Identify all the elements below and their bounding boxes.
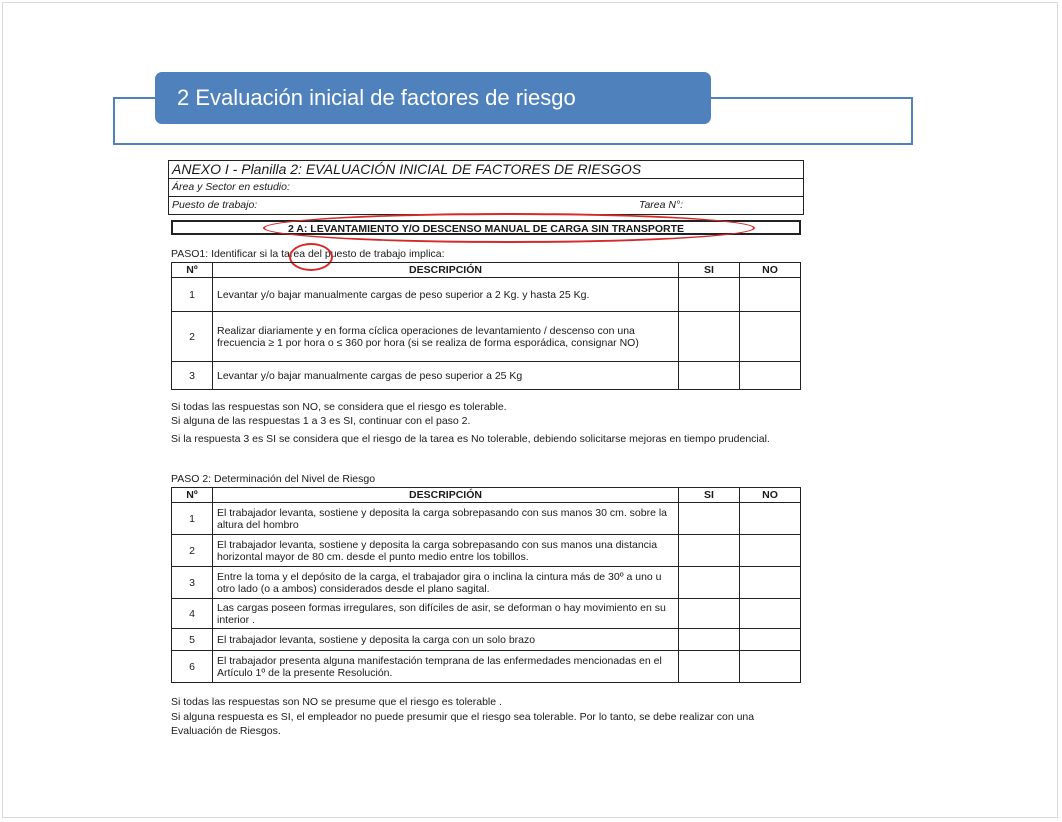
table-row bbox=[172, 503, 801, 535]
row-num: 4 bbox=[172, 599, 213, 629]
si-cell[interactable] bbox=[679, 312, 740, 362]
row-desc: El trabajador levanta, sostiene y deposita la carga sobrepasando con sus manos una distancia horizontal mayor de 80 cm. desde el punto medio entre los tobillos. bbox=[213, 535, 679, 567]
si-cell[interactable] bbox=[679, 651, 740, 683]
row-desc: El trabajador levanta, sostiene y deposita la carga con un solo brazo bbox=[213, 629, 679, 651]
row-desc: Las cargas poseen formas irregulares, son difíciles de asir, se deforman o hay movimiento en su interior . bbox=[213, 599, 679, 629]
header-no: NO bbox=[740, 488, 801, 503]
table-row bbox=[172, 567, 801, 599]
title-bracket-line-right bbox=[710, 97, 913, 99]
row-num: 5 bbox=[172, 629, 213, 651]
row-num: 3 bbox=[172, 567, 213, 599]
paso2-note-2: Si alguna respuesta es SI, el empleador no puede presumir que el riesgo sea tolerable. Por lo tanto, se debe realizar con una Evaluación de Riesgos. bbox=[171, 711, 755, 737]
row-desc: Realizar diariamente y en forma cíclica operaciones de levantamiento / descenso con una frecuencia ≥ 1 por hora o ≤ 360 por hora (si se realiza de forma esporádica, consignar NO) bbox=[213, 312, 679, 362]
section-title: 2 A: LEVANTAMIENTO Y/O DESCENSO MANUAL DE CARGA SIN TRANSPORTE bbox=[171, 220, 801, 235]
paso1-note-3: Si la respuesta 3 es SI se considera que el riesgo de la tarea es No tolerable, debiendo solicitarse mejoras en tiempo prudencial. bbox=[171, 433, 770, 445]
no-cell[interactable] bbox=[740, 651, 801, 683]
paso1-note-2: Si alguna de las respuestas 1 a 3 es SI, continuar con el paso 2. bbox=[171, 415, 471, 427]
row-desc: Entre la toma y el depósito de la carga, el trabajador gira o inclina la cintura más de 30º a uno u otro lado (o a ambos) considerados desde el plano sagital. bbox=[213, 567, 679, 599]
document-header bbox=[168, 160, 804, 215]
row-num: 6 bbox=[172, 651, 213, 683]
area-label: Área y Sector en estudio: bbox=[169, 178, 803, 196]
si-cell[interactable] bbox=[679, 535, 740, 567]
header-no: NO bbox=[740, 263, 801, 278]
header-si: SI bbox=[679, 263, 740, 278]
si-cell[interactable] bbox=[679, 503, 740, 535]
row-desc: El trabajador presenta alguna manifestación temprana de las enfermedades mencionadas en el Artículo 1º de la presente Resolución. bbox=[213, 651, 679, 683]
header-desc: DESCRIPCIÓN bbox=[213, 488, 679, 503]
table-row bbox=[172, 599, 801, 629]
row-desc: Levantar y/o bajar manualmente cargas de peso superior a 25 Kg bbox=[213, 362, 679, 390]
header-num: Nº bbox=[172, 488, 213, 503]
table-row bbox=[172, 651, 801, 683]
no-cell[interactable] bbox=[740, 278, 801, 312]
table-row bbox=[172, 535, 801, 567]
no-cell[interactable] bbox=[740, 599, 801, 629]
si-cell[interactable] bbox=[679, 567, 740, 599]
document-title: ANEXO I - Planilla 2: EVALUACIÓN INICIAL DE FACTORES DE RIESGOS bbox=[172, 161, 642, 177]
paso1-intro: PASO1: Identificar si la tarea del puesto de trabajo implica: bbox=[171, 248, 445, 260]
no-cell[interactable] bbox=[740, 567, 801, 599]
paso1-note-1: Si todas las respuestas son NO, se considera que el riesgo es tolerable. bbox=[171, 401, 507, 413]
row-num: 2 bbox=[172, 535, 213, 567]
header-desc: DESCRIPCIÓN bbox=[213, 263, 679, 278]
no-cell[interactable] bbox=[740, 503, 801, 535]
table-row bbox=[172, 629, 801, 651]
header-si: SI bbox=[679, 488, 740, 503]
si-cell[interactable] bbox=[679, 629, 740, 651]
table-header-row bbox=[172, 263, 801, 278]
row-num: 1 bbox=[172, 503, 213, 535]
paso1-table bbox=[171, 262, 801, 390]
no-cell[interactable] bbox=[740, 629, 801, 651]
row-num: 3 bbox=[172, 362, 213, 390]
no-cell[interactable] bbox=[740, 312, 801, 362]
si-cell[interactable] bbox=[679, 278, 740, 312]
puesto-label: Puesto de trabajo: bbox=[172, 199, 258, 211]
row-num: 1 bbox=[172, 278, 213, 312]
no-cell[interactable] bbox=[740, 535, 801, 567]
si-cell[interactable] bbox=[679, 362, 740, 390]
paso2-table bbox=[171, 487, 801, 683]
table-header-row bbox=[172, 488, 801, 503]
title-bracket-line-left bbox=[113, 97, 157, 99]
no-cell[interactable] bbox=[740, 362, 801, 390]
si-cell[interactable] bbox=[679, 599, 740, 629]
scanned-document bbox=[168, 160, 804, 750]
paso2-note-1: Si todas las respuestas son NO se presume que el riesgo es tolerable . bbox=[171, 696, 502, 708]
header-num: Nº bbox=[172, 263, 213, 278]
paso2-intro: PASO 2: Determinación del Nivel de Riesgo bbox=[171, 473, 376, 485]
slide-title: 2 Evaluación inicial de factores de riesgo bbox=[155, 72, 711, 124]
table-row bbox=[172, 312, 801, 362]
tarea-label: Tarea N°: bbox=[639, 199, 684, 211]
puesto-row bbox=[169, 196, 803, 214]
row-desc: El trabajador levanta, sostiene y deposita la carga sobrepasando con sus manos 30 cm. sobre la altura del hombro bbox=[213, 503, 679, 535]
row-num: 2 bbox=[172, 312, 213, 362]
section-title-highlight-circle bbox=[263, 213, 755, 243]
row-desc: Levantar y/o bajar manualmente cargas de peso superior a 2 Kg. y hasta 25 Kg. bbox=[213, 278, 679, 312]
table-row bbox=[172, 278, 801, 312]
table-row bbox=[172, 362, 801, 390]
